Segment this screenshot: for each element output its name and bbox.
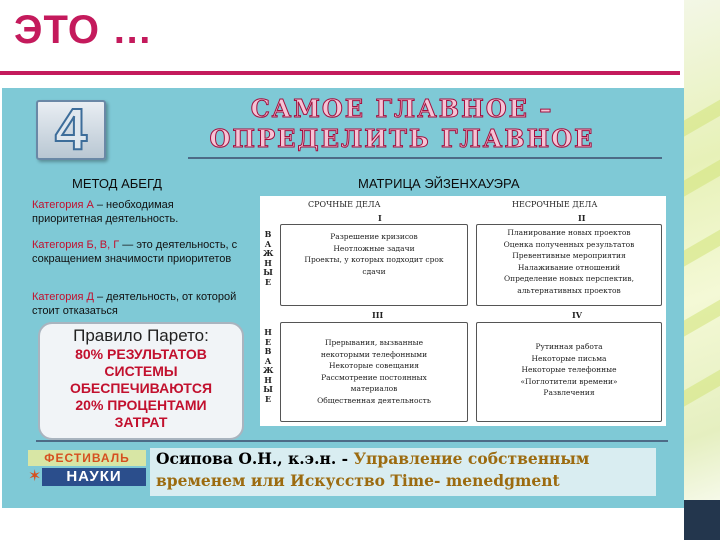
q4-item: «Поглотители времени» [520, 376, 618, 386]
header-not-urgent: НЕСРОЧНЫЕ ДЕЛА [512, 200, 598, 209]
q1-item: Проекты, у которых подходит срок [304, 255, 444, 264]
q2-item: альтернативных проектов [517, 285, 621, 295]
q4-label: IV [572, 310, 582, 320]
row-not-important-char: Н [264, 327, 272, 337]
q3-item: Некоторые совещания [329, 361, 419, 370]
row-important-char: Е [264, 276, 272, 287]
pareto-box [38, 322, 244, 440]
pareto-line-5: ЗАТРАТ [114, 414, 168, 430]
pareto-line-2: СИСТЕМЫ [104, 363, 178, 379]
footer-divider [36, 440, 668, 442]
header-urgent: СРОЧНЫЕ ДЕЛА [308, 200, 381, 209]
q4-item: Развлечения [543, 388, 595, 397]
quadrant-3 [280, 322, 468, 422]
q1-label: I [378, 213, 382, 223]
author-title-1: Управление собственным [353, 449, 590, 468]
logo-line-2: НАУКИ [42, 468, 146, 486]
festival-logo [28, 448, 146, 488]
row-important-char: А [264, 238, 272, 249]
category-d-name: Категория Д [32, 291, 94, 303]
q1-item: Неотложные задачи [333, 243, 415, 253]
decorative-sidebar [684, 0, 720, 540]
q2-item: Планирование новых проектов [507, 228, 631, 237]
slide-title: ЭТО … [14, 8, 154, 52]
q3-item: Общественная деятельность [317, 395, 431, 405]
category-a-text: – необходимая приоритетная деятельность. [32, 199, 179, 225]
category-d [32, 290, 242, 318]
q2-label: II [578, 213, 586, 223]
category-a-name: Категория А [32, 199, 94, 211]
q1-item: Разрешение кризисов [330, 232, 418, 241]
category-bvg-text: — это деятельность, с сокращением значимости приоритетов [32, 239, 238, 265]
slide-image [2, 88, 684, 508]
row-not-important-char: А [264, 355, 272, 366]
q4-item: Рутинная работа [535, 342, 603, 351]
q2-item: Оценка полученных результатов [503, 239, 635, 249]
row-not-important-char: Ы [263, 384, 273, 394]
row-important-char: Ы [263, 267, 273, 277]
q3-label: III [372, 310, 384, 320]
row-not-important-char: Ж [263, 365, 274, 375]
headline-line-1: САМОЕ ГЛАВНОЕ – [250, 94, 554, 123]
row-important-char: Н [264, 257, 272, 268]
q3-item: Рассмотрение постоянных [321, 372, 427, 382]
row-important-label [263, 230, 273, 287]
logo-line-1: ФЕСТИВАЛЬ [28, 450, 146, 466]
category-d-text: – деятельность, от которой стоит отказаться [32, 291, 237, 317]
category-bvg [32, 238, 242, 266]
row-not-important-char: Н [264, 374, 272, 385]
category-bvg-name: Категория Б, В, Г [32, 239, 120, 251]
category-a [32, 198, 242, 226]
q2-item: Превентивные мероприятия [512, 251, 626, 260]
pareto-line-3: ОБЕСПЕЧИВАЮТСЯ [69, 380, 213, 396]
headline-line-2: ОПРЕДЕЛИТЬ ГЛАВНОЕ [209, 124, 595, 153]
author-banner [150, 448, 656, 496]
headline-divider [188, 157, 662, 159]
pareto-line-1: 80% РЕЗУЛЬТАТОВ [75, 346, 207, 362]
row-important-char: В [264, 229, 272, 239]
q3-item: некоторыми телефонными [320, 349, 428, 359]
q2-item: Определение новых перспектив, [503, 274, 635, 283]
row-not-important-label [263, 328, 273, 404]
pareto-title: Правило Парето: [73, 326, 209, 345]
q3-item: материалов [350, 384, 398, 393]
q2-item: Налаживание отношений [517, 262, 621, 272]
headline [122, 94, 682, 154]
author-title-2: временем или Искусство Time- menedgment [156, 471, 560, 490]
eisenhower-matrix [260, 196, 666, 426]
pareto-line-4: 20% ПРОЦЕНТАМИ [75, 397, 207, 413]
q4-item: Некоторые письма [531, 353, 607, 363]
quadrant-2 [476, 224, 662, 306]
title-underline [0, 71, 680, 75]
quadrant-1 [280, 224, 468, 306]
method-title: МЕТОД АБЕГД [72, 176, 162, 191]
q4-item: Некоторые телефонные [521, 365, 617, 374]
quadrant-4 [476, 322, 662, 422]
row-not-important-char: Е [264, 393, 272, 404]
q3-item: Прерывания, вызванные [324, 338, 424, 347]
matrix-title: МАТРИЦА ЭЙЗЕНХАУЭРА [358, 176, 520, 191]
row-not-important-char: Е [264, 336, 272, 347]
number-label: 4 [54, 97, 88, 162]
q1-item: сдачи [362, 266, 386, 276]
author-name: Осипова О.Н., к.э.н. - [156, 449, 354, 468]
row-not-important-char: В [264, 346, 272, 356]
row-important-char: Ж [263, 248, 274, 258]
number-badge [36, 97, 106, 162]
comet-icon: ✶ [28, 468, 42, 485]
